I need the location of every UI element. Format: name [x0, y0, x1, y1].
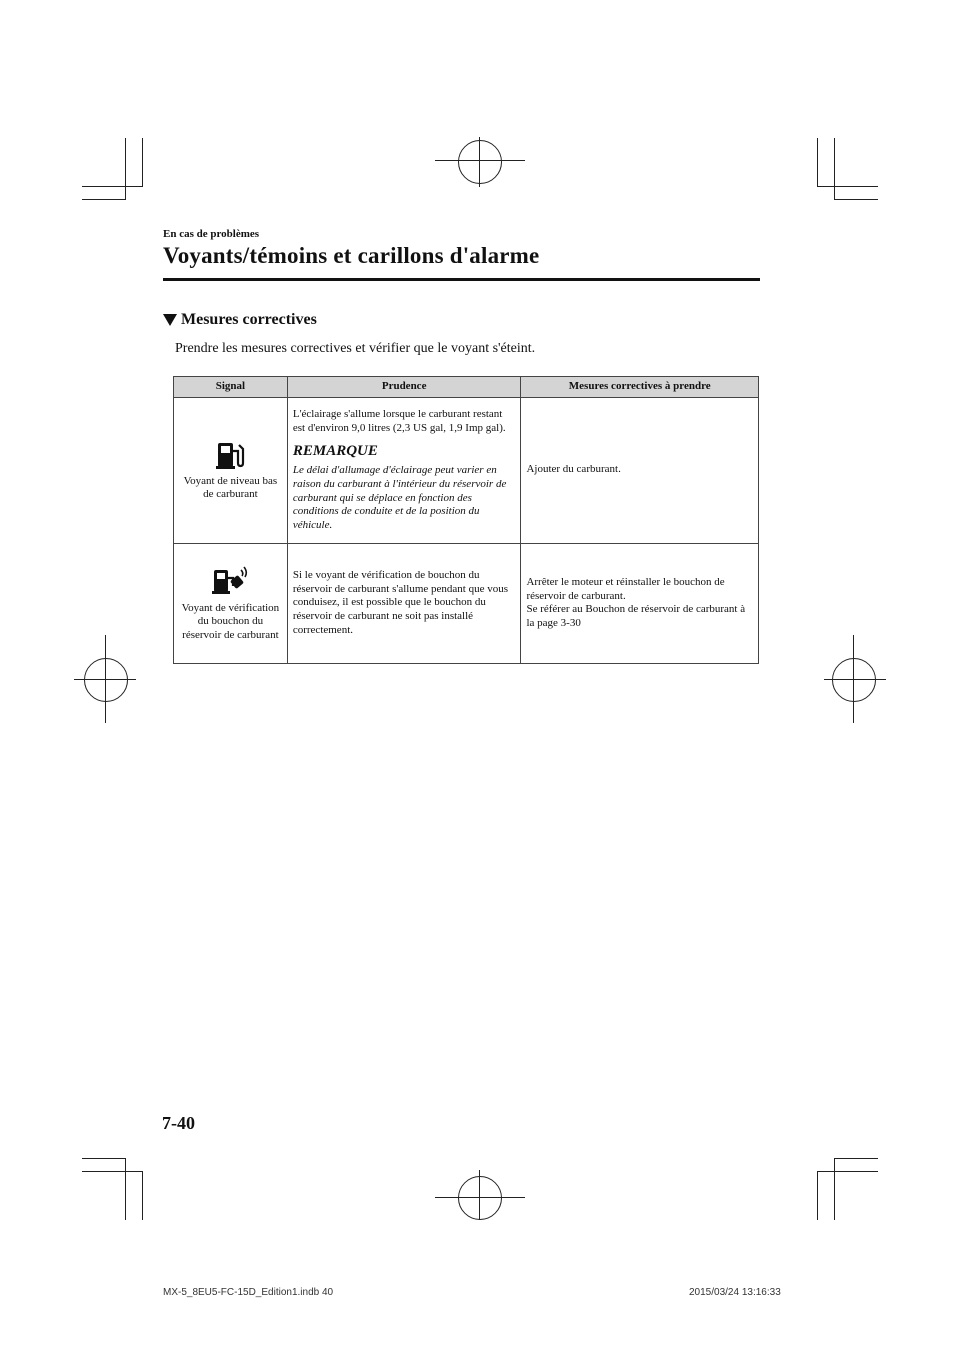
fuel-pump-icon: [215, 439, 245, 471]
action-cell: [521, 543, 759, 663]
triangle-down-icon: [163, 314, 177, 326]
header-action: Mesures correctives à prendre: [521, 377, 759, 398]
footer-timestamp: 2015/03/24 13:16:33: [689, 1287, 781, 1298]
fuel-cap-check-icon: [212, 564, 248, 598]
table-row: [174, 543, 759, 663]
action-text: Ajouter du carburant.: [526, 463, 621, 476]
action-text: Arrêter le moteur et réinstaller le bouchon de réservoir de carburant.: [526, 575, 725, 602]
remarque-title: REMARQUE: [292, 443, 378, 460]
page-number: 7-40: [162, 1113, 195, 1133]
intro-text: Prendre les mesures correctives et vérifier que le voyant s'éteint.: [175, 341, 536, 356]
header-prudence: Prudence: [287, 377, 521, 398]
action-reference: Se référer au Bouchon de réservoir de carburant à la page 3-30: [526, 603, 746, 629]
chapter-title: Voyants/témoins et carillons d'alarme: [163, 243, 540, 268]
section-label: En cas de problèmes: [163, 228, 260, 240]
action-cell: [521, 397, 759, 543]
table-header-row: [174, 377, 759, 398]
signal-label: Voyant de vérification du bouchon du réservoir de carburant: [181, 601, 280, 642]
signal-cell: [174, 543, 288, 663]
prudence-text: L'éclairage s'allume lorsque le carburant restant est d'environ 9,0 litres (2,3 US gal, 1,9 Imp gal).: [292, 407, 506, 434]
header-signal: Signal: [174, 377, 288, 398]
title-rule: [163, 278, 760, 281]
prudence-cell: [287, 397, 521, 543]
sub-heading: [163, 311, 317, 329]
prudence-text: Si le voyant de vérification de bouchon du réservoir de carburant s'allume pendant que vous conduisez, il est possible que le bouchon du réservoir de carburant ne soit pas installé correctement.: [292, 568, 509, 636]
table-row: [174, 397, 759, 543]
signal-cell: [174, 397, 288, 543]
remarque-text: Le délai d'allumage d'éclairage peut varier en raison du carburant à l'intérieur du réservoir de carburant qui se déplace en fonction des conditions de conduite et de la position du véhicule.: [292, 464, 507, 531]
footer-file: MX-5_8EU5-FC-15D_Edition1.indb 40: [163, 1287, 334, 1298]
signal-label: Voyant de niveau bas de carburant: [183, 474, 278, 501]
sub-heading-text: Mesures correctives: [181, 311, 317, 328]
prudence-cell: [287, 543, 521, 663]
warning-table: [173, 376, 759, 664]
